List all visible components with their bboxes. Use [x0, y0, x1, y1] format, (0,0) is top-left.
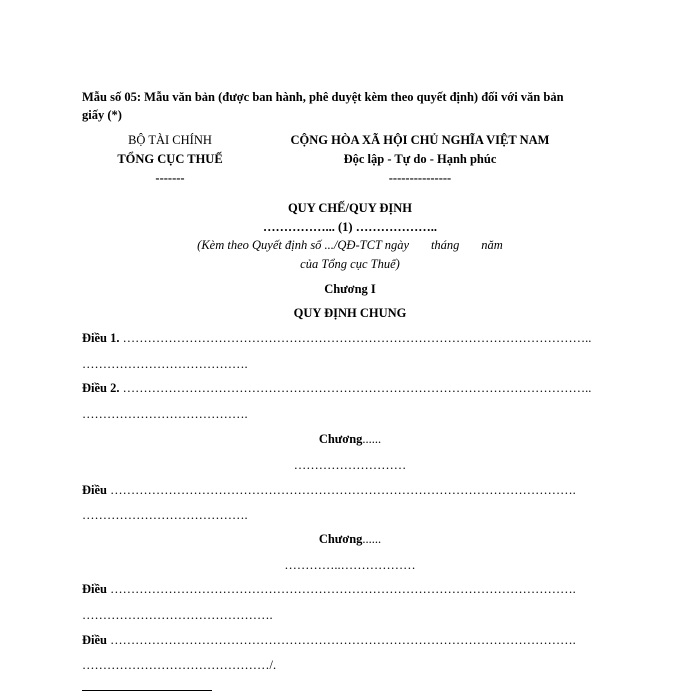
article-dots: ………………………………………………………………………………………………….. [119, 331, 592, 345]
chapter-word: Chương [318, 532, 363, 546]
article-3 [82, 482, 576, 498]
article-4 [82, 581, 576, 597]
article-5-continuation: ………………………………………/. [82, 658, 277, 672]
right-separator: --------------- [388, 171, 452, 185]
left-separator: ------- [155, 171, 185, 185]
form-title-line1: Mẫu số 05: Mẫu văn bản (được ban hành, phê duyệt kèm theo quyết định) đối với văn bản [82, 90, 564, 104]
attach-note-line2: của Tổng cục Thuế) [300, 257, 400, 271]
article-label: Điều 2. [82, 381, 120, 395]
republic-title: CỘNG HÒA XÃ HỘI CHỦ NGHĨA VIỆT NAM [290, 133, 550, 147]
article-label: Điều [82, 633, 107, 647]
article-dots: …………………………………………………………………………………………………. [107, 582, 576, 596]
doc-title: QUY CHẾ/QUY ĐỊNH [287, 201, 413, 215]
article-1-continuation: …………………………………. [82, 357, 248, 371]
chapter3-label [200, 531, 500, 547]
department-name: TỔNG CỤC THUẾ [117, 152, 223, 166]
chapter1-title: QUY ĐỊNH CHUNG [293, 306, 407, 320]
article-4-continuation: ………………………………………. [82, 608, 273, 622]
doc-subject: ……………... (1) ……………….. [263, 220, 437, 234]
attach-note-line1: (Kèm theo Quyết định số .../QĐ-TCT ngày tháng năm [197, 238, 503, 252]
chapter3-title: …………..……………… [284, 558, 416, 572]
article-label: Điều [82, 582, 107, 596]
article-label: Điều [82, 483, 107, 497]
footnote-separator [82, 690, 212, 691]
article-dots: …………………………………………………………………………………………………. [107, 633, 576, 647]
ministry-name: BỘ TÀI CHÍNH [128, 133, 212, 147]
article-2-continuation: …………………………………. [82, 407, 248, 421]
chapter-word: Chương [318, 432, 363, 446]
article-3-continuation: …………………………………. [82, 508, 248, 522]
article-dots: ………………………………………………………………………………………………….. [119, 381, 592, 395]
article-label: Điều 1. [82, 331, 120, 345]
article-dots: …………………………………………………………………………………………………. [107, 483, 576, 497]
chapter1-label: Chương I [324, 282, 376, 296]
chapter-number-dots: ...... [362, 432, 382, 446]
chapter2-title: ……………………… [293, 458, 407, 472]
national-motto: Độc lập - Tự do - Hạnh phúc [343, 152, 497, 166]
chapter-number-dots: ...... [362, 532, 382, 546]
article-1 [82, 330, 591, 346]
article-2 [82, 380, 591, 396]
form-title-line2: giấy (*) [82, 108, 122, 122]
article-5 [82, 632, 576, 648]
chapter2-label [200, 431, 500, 447]
